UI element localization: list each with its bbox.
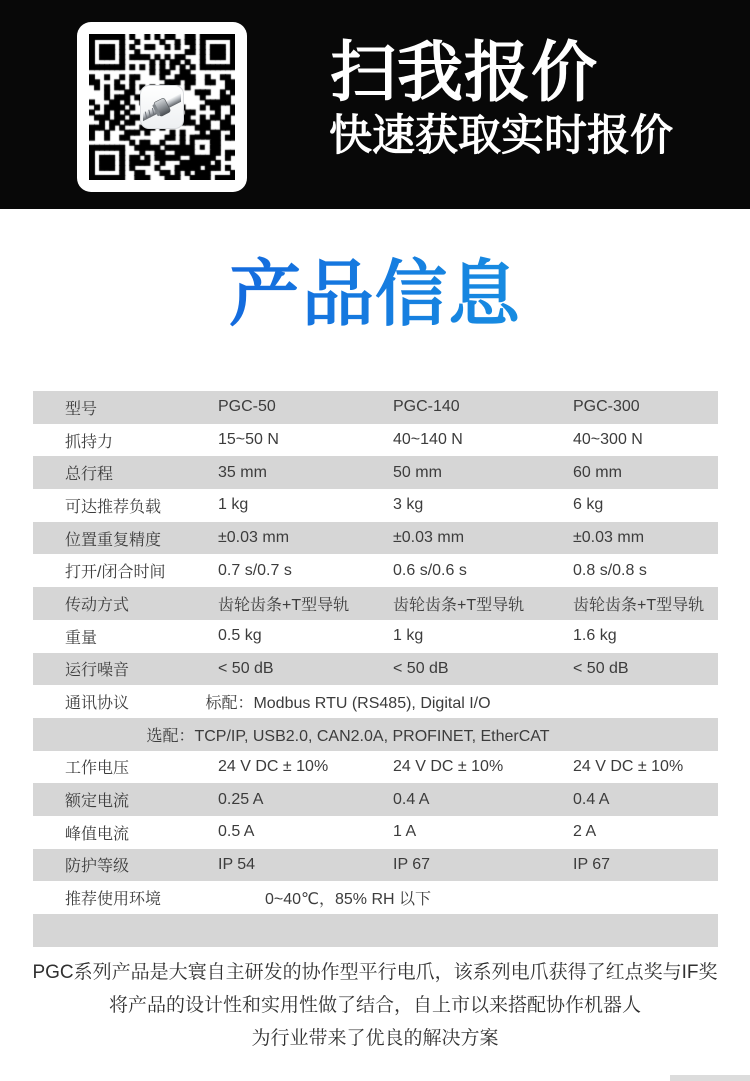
table-row: [33, 914, 718, 947]
table-row: [33, 424, 718, 457]
table-row: [33, 718, 718, 751]
spec-label: 通讯协议: [65, 695, 130, 713]
table-row: [33, 489, 718, 522]
spec-value: ±0.03 mm: [573, 529, 645, 547]
spec-value: 0.25 A: [218, 790, 264, 808]
spec-value: IP 67: [573, 855, 611, 873]
spec-value: IP 54: [218, 855, 256, 873]
spec-value: 0.5 kg: [218, 627, 262, 645]
ball-screw-logo-icon: [140, 85, 184, 129]
spec-label: 防护等级: [65, 858, 130, 876]
spec-span-value: 标配：Modbus RTU (RS485), Digital I/O: [205, 695, 491, 713]
table-row: [33, 751, 718, 784]
spec-value: 6 kg: [573, 496, 604, 514]
banner-title: 扫我报价: [330, 35, 598, 109]
spec-label: 推荐使用环境: [65, 891, 162, 909]
spec-value: 15~50 N: [218, 431, 279, 449]
spec-value: 60 mm: [573, 463, 622, 481]
table-row: [33, 816, 718, 849]
spec-value: ±0.03 mm: [218, 529, 290, 547]
spec-value: 1 kg: [218, 496, 249, 514]
description-line: PGC系列产品是大寰自主研发的协作型平行电爪，该系列电爪获得了红点奖与IF奖: [32, 962, 718, 983]
table-row: [33, 881, 718, 914]
spec-value: 24 V DC ± 10%: [573, 757, 684, 775]
spec-span-value: 选配：TCP/IP, USB2.0, CAN2.0A, PROFINET, EtherCAT: [146, 727, 550, 745]
spec-label: 可达推荐负载: [65, 498, 162, 516]
spec-value: < 50 dB: [393, 659, 449, 677]
spec-value: PGC-50: [218, 398, 276, 416]
qr-code: [77, 22, 247, 192]
spec-span-value: 0~40℃，85% RH 以下: [264, 891, 432, 909]
table-row: [33, 522, 718, 555]
table-row: [33, 456, 718, 489]
spec-value: 3 kg: [393, 496, 424, 514]
table-row: [33, 391, 718, 424]
table-row: [33, 620, 718, 653]
spec-value: 0.4 A: [573, 790, 610, 808]
spec-value: 0.5 A: [218, 823, 255, 841]
table-row: [33, 587, 718, 620]
table-row: [33, 849, 718, 882]
spec-label: 重量: [65, 629, 98, 647]
table-row: [33, 554, 718, 587]
spec-value: < 50 dB: [218, 659, 274, 677]
next-section-sliver: [670, 1075, 750, 1081]
banner-subtitle: 快速获取实时报价: [329, 112, 673, 160]
spec-label: 总行程: [65, 466, 114, 484]
spec-label: 工作电压: [65, 760, 130, 778]
spec-value: 齿轮齿条+T型导轨: [393, 596, 525, 614]
table-row: [33, 685, 718, 718]
spec-value: ±0.03 mm: [393, 529, 465, 547]
spec-value: 35 mm: [218, 463, 267, 481]
spec-label: 位置重复精度: [65, 531, 162, 549]
spec-value: 40~140 N: [393, 431, 463, 449]
spec-label: 传动方式: [65, 596, 130, 614]
table-row: [33, 653, 718, 686]
spec-value: 0.6 s/0.6 s: [393, 561, 467, 579]
spec-value: 0.7 s/0.7 s: [218, 561, 292, 579]
spec-value: 40~300 N: [573, 431, 643, 449]
spec-value: 1 kg: [393, 627, 424, 645]
spec-label: 打开/闭合时间: [65, 564, 166, 582]
spec-label: 运行噪音: [65, 662, 130, 680]
spec-value: 齿轮齿条+T型导轨: [218, 596, 350, 614]
product-description: [0, 956, 750, 1055]
spec-value: IP 67: [393, 855, 431, 873]
quote-banner: [0, 0, 750, 209]
spec-label: 型号: [65, 400, 98, 418]
spec-value: 1 A: [393, 823, 417, 841]
spec-value: 50 mm: [393, 463, 442, 481]
spec-value: 0.8 s/0.8 s: [573, 561, 647, 579]
spec-label: 抓持力: [65, 433, 114, 451]
description-line: 将产品的设计性和实用性做了结合，自上市以来搭配协作机器人: [108, 995, 641, 1016]
section-title: 产品信息: [0, 252, 750, 338]
spec-label: 额定电流: [65, 793, 130, 811]
spec-label: 峰值电流: [65, 825, 130, 843]
spec-value: 24 V DC ± 10%: [393, 757, 504, 775]
spec-value: PGC-300: [573, 398, 640, 416]
spec-value: 齿轮齿条+T型导轨: [573, 596, 705, 614]
spec-value: 24 V DC ± 10%: [218, 757, 329, 775]
description-line: 为行业带来了优良的解决方案: [251, 1028, 499, 1049]
spec-value: 1.6 kg: [573, 627, 617, 645]
spec-value: 0.4 A: [393, 790, 430, 808]
spec-table: [33, 391, 718, 947]
spec-value: 2 A: [573, 823, 597, 841]
table-row: [33, 783, 718, 816]
spec-value: < 50 dB: [573, 659, 629, 677]
spec-span-value: [33, 914, 663, 947]
spec-value: PGC-140: [393, 398, 460, 416]
